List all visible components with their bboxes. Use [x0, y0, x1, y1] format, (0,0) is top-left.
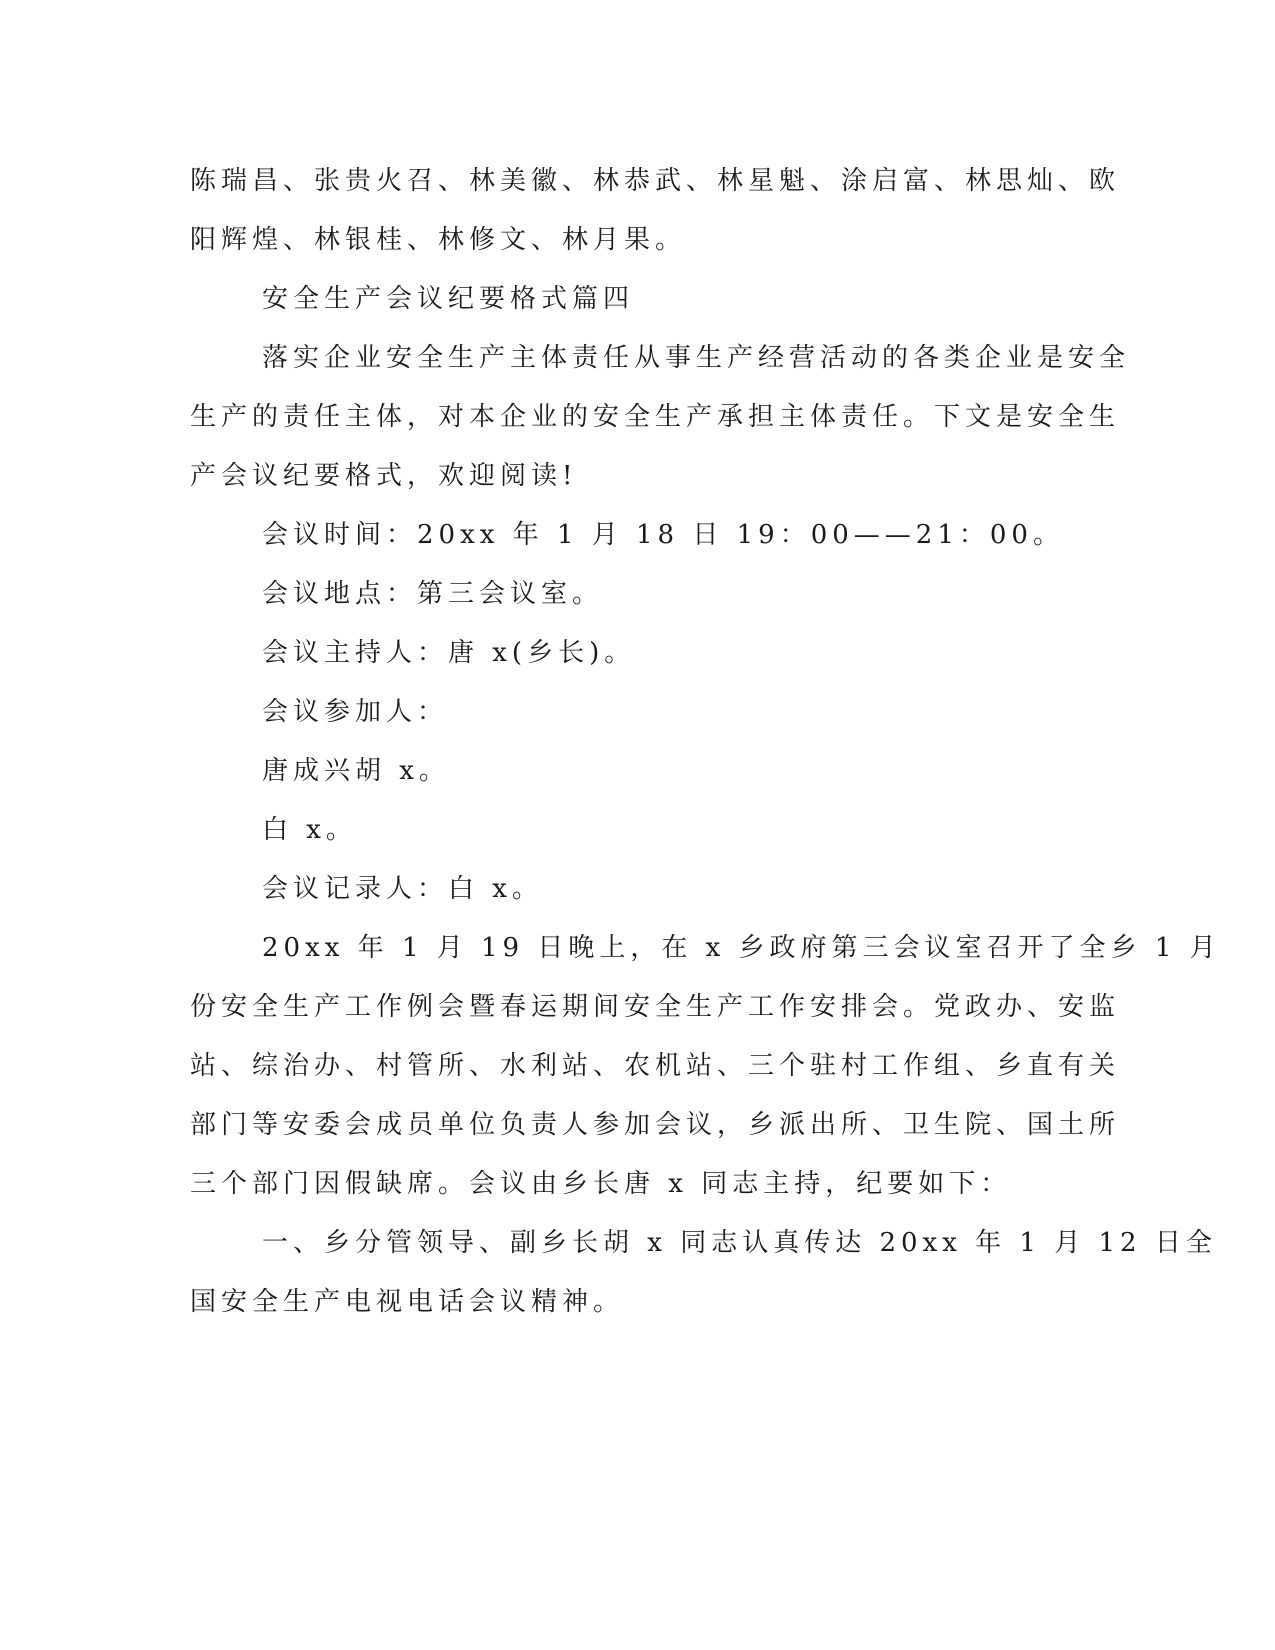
- meeting-attendee-2: 白 x。: [262, 815, 357, 845]
- attendee-names-line-1: 陈瑞昌、张贵火召、林美徽、林恭武、林星魁、涂启富、林思灿、欧: [190, 166, 1121, 196]
- item-one-line-2: 国安全生产电视电话会议精神。: [190, 1287, 625, 1317]
- summary-paragraph-line-1: 20xx 年 1 月 19 日晚上，在 x 乡政府第三会议室召开了全乡 1 月: [262, 933, 1221, 963]
- summary-paragraph-line-5: 三个部门因假缺席。会议由乡长唐 x 同志主持，纪要如下：: [190, 1169, 1012, 1199]
- intro-paragraph-line-2: 生产的责任主体，对本企业的安全生产承担主体责任。下文是安全生: [190, 402, 1121, 432]
- meeting-attendee-1: 唐成兴胡 x。: [262, 756, 450, 786]
- meeting-recorder: 会议记录人：白 x。: [262, 874, 543, 904]
- intro-paragraph-line-3: 产会议纪要格式，欢迎阅读!: [190, 461, 578, 491]
- meeting-time: 会议时间：20xx 年 1 月 18 日 19：00——21：00。: [262, 520, 1064, 550]
- intro-paragraph-line-1: 落实企业安全生产主体责任从事生产经营活动的各类企业是安全: [262, 343, 1131, 373]
- section-title: 安全生产会议纪要格式篇四: [262, 284, 635, 314]
- meeting-location: 会议地点：第三会议室。: [262, 579, 604, 609]
- attendee-names-line-2: 阳辉煌、林银桂、林修文、林月果。: [190, 225, 687, 255]
- summary-paragraph-line-2: 份安全生产工作例会暨春运期间安全生产工作安排会。党政办、安监: [190, 992, 1121, 1022]
- item-one-line-1: 一、乡分管领导、副乡长胡 x 同志认真传达 20xx 年 1 月 12 日全: [262, 1228, 1217, 1258]
- meeting-host: 会议主持人：唐 x(乡长)。: [262, 638, 636, 668]
- summary-paragraph-line-3: 站、综治办、村管所、水利站、农机站、三个驻村工作组、乡直有关: [190, 1051, 1121, 1081]
- meeting-attendees-label: 会议参加人：: [262, 697, 449, 727]
- summary-paragraph-line-4: 部门等安委会成员单位负责人参加会议，乡派出所、卫生院、国土所: [190, 1110, 1121, 1140]
